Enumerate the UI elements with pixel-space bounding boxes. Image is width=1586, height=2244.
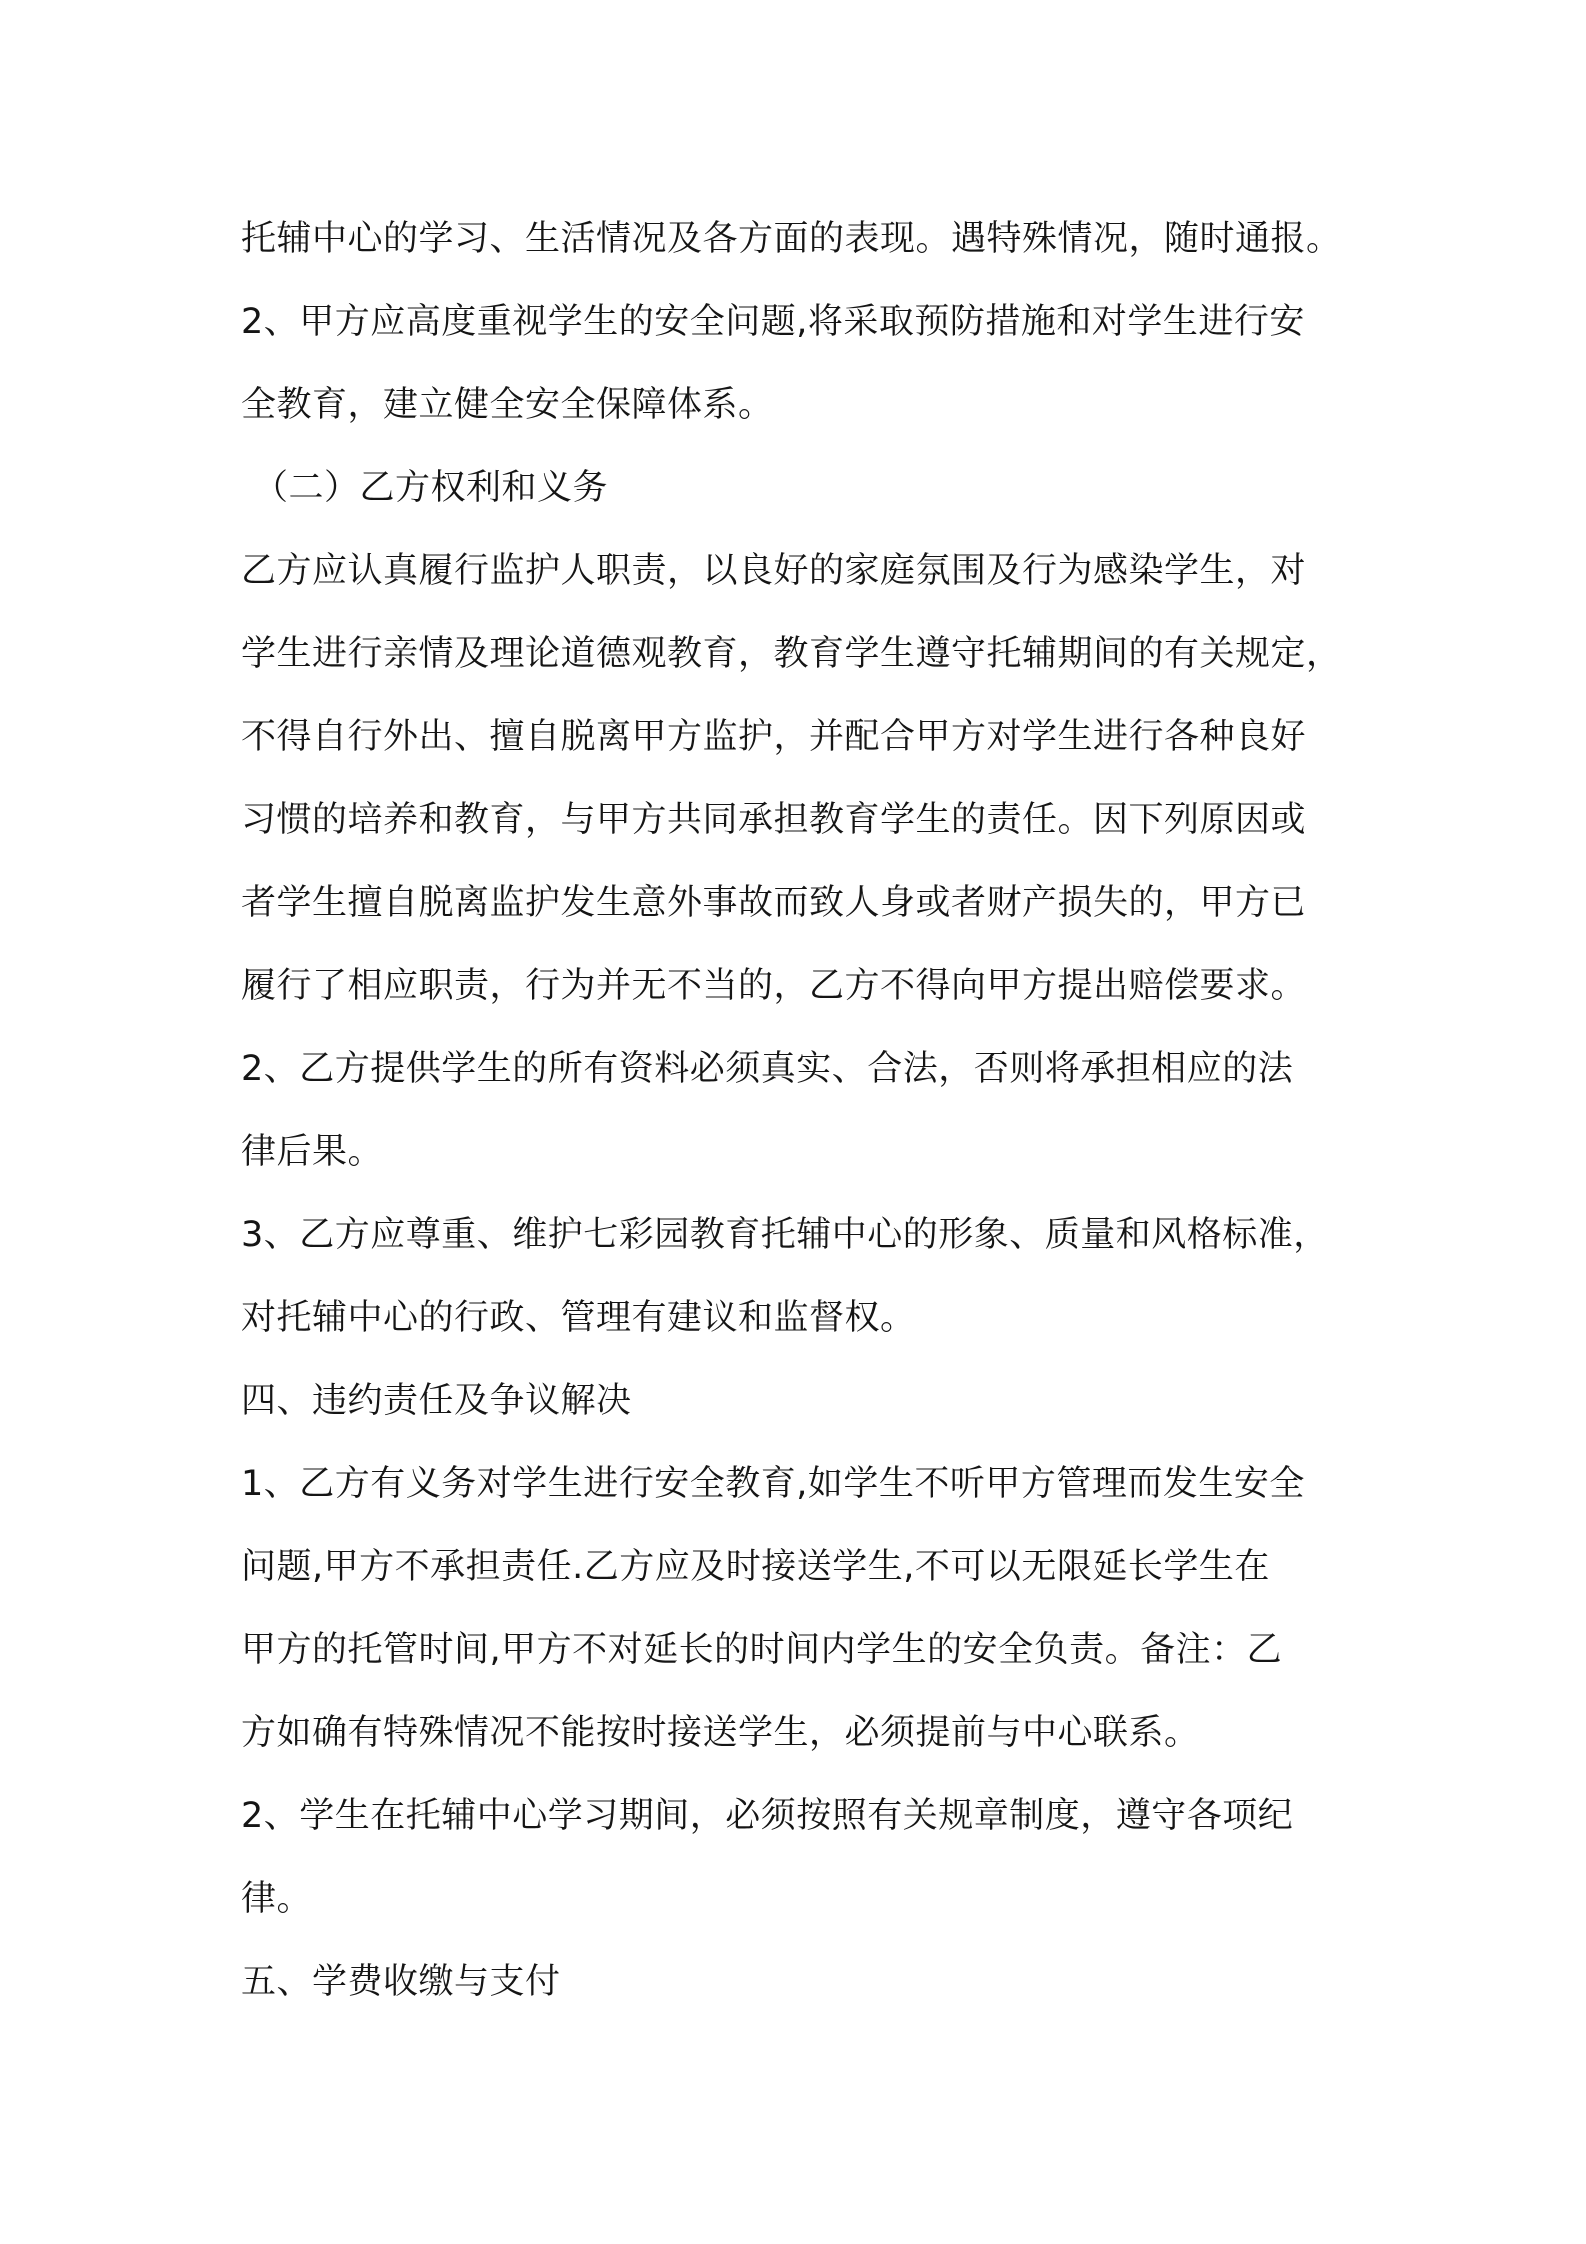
section-heading: （二）乙方权利和义务 <box>253 468 609 508</box>
text-line: 对托辅中心的行政、管理有建议和监督权。 <box>241 1298 916 1338</box>
text-line: 2、甲方应高度重视学生的安全问题,将采取预防措施和对学生进行安 <box>241 302 1305 342</box>
text-line: 2、学生在托辅中心学习期间，必须按照有关规章制度，遵守各项纪 <box>241 1796 1294 1836</box>
text-line: 甲方的托管时间,甲方不对延长的时间内学生的安全负责。备注：乙 <box>241 1630 1283 1670</box>
text-line: 学生进行亲情及理论道德观教育，教育学生遵守托辅期间的有关规定， <box>241 634 1342 674</box>
text-line: 3、乙方应尊重、维护七彩园教育托辅中心的形象、质量和风格标准， <box>241 1215 1329 1255</box>
text-line: 问题,甲方不承担责任.乙方应及时接送学生,不可以无限延长学生在 <box>241 1547 1270 1587</box>
text-line: 律后果。 <box>241 1132 384 1172</box>
section-heading: 五、学费收缴与支付 <box>241 1962 561 2002</box>
text-line: 托辅中心的学习、生活情况及各方面的表现。遇特殊情况，随时通报。 <box>241 219 1342 259</box>
text-line: 2、乙方提供学生的所有资料必须真实、合法，否则将承担相应的法 <box>241 1049 1294 1089</box>
text-line: 者学生擅自脱离监护发生意外事故而致人身或者财产损失的，甲方已 <box>241 883 1307 923</box>
text-line: 1、乙方有义务对学生进行安全教育,如学生不听甲方管理而发生安全 <box>241 1464 1305 1504</box>
text-line: 方如确有特殊情况不能按时接送学生，必须提前与中心联系。 <box>241 1713 1200 1753</box>
text-line: 乙方应认真履行监护人职责，以良好的家庭氛围及行为感染学生，对 <box>241 551 1307 591</box>
text-line: 不得自行外出、擅自脱离甲方监护，并配合甲方对学生进行各种良好 <box>241 717 1307 757</box>
text-line: 全教育，建立健全安全保障体系。 <box>241 385 774 425</box>
text-line: 履行了相应职责，行为并无不当的，乙方不得向甲方提出赔偿要求。 <box>241 966 1307 1006</box>
text-line: 习惯的培养和教育，与甲方共同承担教育学生的责任。因下列原因或 <box>241 800 1307 840</box>
section-heading: 四、违约责任及争议解决 <box>241 1381 632 1421</box>
document-body <box>241 198 1371 2024</box>
text-line: 律。 <box>241 1879 313 1919</box>
